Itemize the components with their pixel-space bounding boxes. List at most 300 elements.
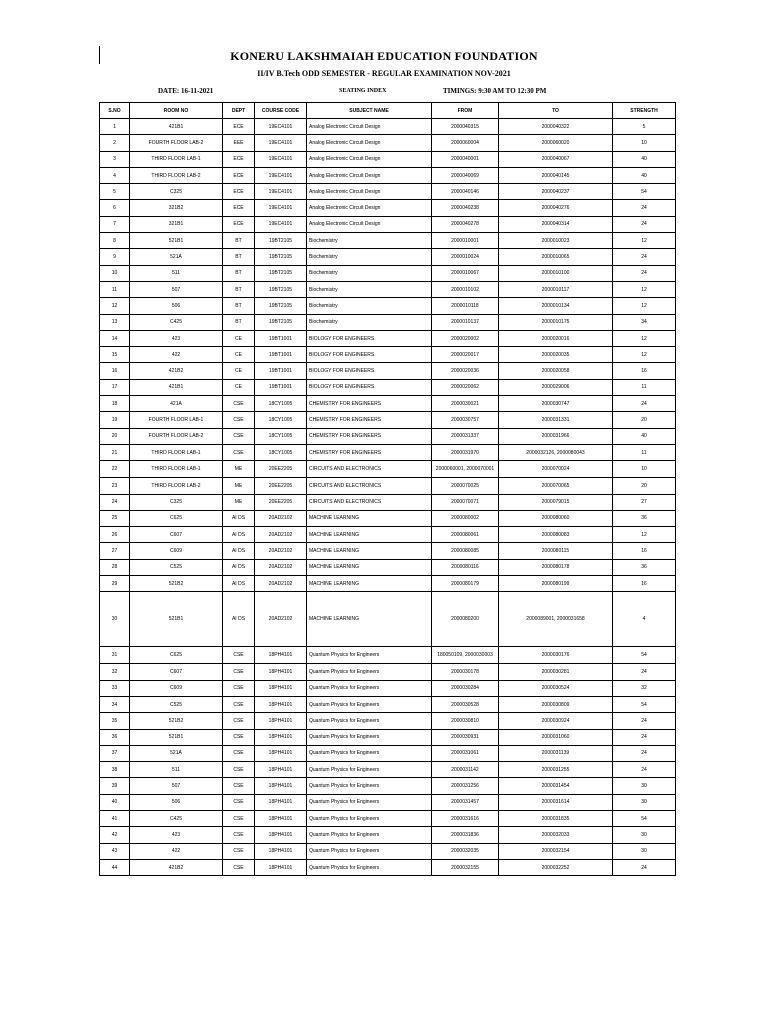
- cell-from: 2000040069: [432, 167, 499, 183]
- cell-from: 2000080179: [432, 576, 499, 592]
- cell-subject: Quantum Physics for Engineers: [307, 827, 432, 843]
- cell-subject: Quantum Physics for Engineers: [307, 729, 432, 745]
- cell-to: 2000010117: [499, 281, 613, 297]
- cell-sno: 27: [100, 543, 130, 559]
- cell-dept: CSE: [223, 696, 255, 712]
- cell-strength: 12: [613, 281, 676, 297]
- cell-course-code: 18PH4101: [255, 729, 307, 745]
- cell-dept: EEE: [223, 135, 255, 151]
- cell-subject: MACHINE LEARNING: [307, 592, 432, 647]
- cell-from: 2000040278: [432, 216, 499, 232]
- cell-strength: 20: [613, 412, 676, 428]
- cell-to: 2000060020: [499, 135, 613, 151]
- cell-strength: 24: [613, 859, 676, 875]
- cell-sno: 19: [100, 412, 130, 428]
- cell-strength: 24: [613, 664, 676, 680]
- cell-sno: 2: [100, 135, 130, 151]
- table-row: [100, 543, 676, 559]
- cell-room: C607: [130, 664, 223, 680]
- cell-sno: 12: [100, 298, 130, 314]
- cell-dept: ECE: [223, 119, 255, 135]
- cell-strength: 34: [613, 314, 676, 330]
- cell-subject: Analog Electronic Circuit Design: [307, 216, 432, 232]
- cell-dept: CSE: [223, 680, 255, 696]
- cell-course-code: 19BT1001: [255, 363, 307, 379]
- cell-to: 2000070065: [499, 478, 613, 494]
- cell-room: C607: [130, 527, 223, 543]
- cell-subject: MACHINE LEARNING: [307, 559, 432, 575]
- cell-room: C625: [130, 510, 223, 526]
- cell-course-code: 19BT2105: [255, 298, 307, 314]
- cell-dept: CSE: [223, 778, 255, 794]
- cell-sno: 1: [100, 119, 130, 135]
- cell-from: 2000010001: [432, 233, 499, 249]
- cell-sno: 31: [100, 647, 130, 664]
- cell-from: 2000031142: [432, 762, 499, 778]
- cell-room: C425: [130, 810, 223, 826]
- cell-strength: 12: [613, 233, 676, 249]
- document-title: KONERU LAKSHMAIAH EDUCATION FOUNDATION: [230, 49, 538, 63]
- cell-strength: 24: [613, 249, 676, 265]
- cell-from: 2000020062: [432, 379, 499, 395]
- cell-room: 521B1: [130, 592, 223, 647]
- cell-room: 506: [130, 794, 223, 810]
- cell-subject: CIRCUITS AND ELECTRONICS: [307, 494, 432, 510]
- cell-from: 2000060001, 2000070001: [432, 461, 499, 478]
- table-row: [100, 428, 676, 444]
- cell-dept: CE: [223, 330, 255, 346]
- cell-dept: CSE: [223, 647, 255, 664]
- cell-dept: CSE: [223, 729, 255, 745]
- cell-sno: 4: [100, 167, 130, 183]
- table-row: [100, 576, 676, 592]
- cell-sno: 5: [100, 184, 130, 200]
- cell-sno: 23: [100, 478, 130, 494]
- column-header-subject: SUBJECT NAME: [307, 103, 432, 119]
- cell-strength: 10: [613, 135, 676, 151]
- cell-room: 507: [130, 778, 223, 794]
- cell-dept: BT: [223, 298, 255, 314]
- cell-dept: CSE: [223, 664, 255, 680]
- table-body: [100, 119, 676, 876]
- cell-course-code: 19BT1001: [255, 330, 307, 346]
- cell-from: 2000031061: [432, 745, 499, 761]
- table-row: [100, 298, 676, 314]
- cell-subject: Biochemistry: [307, 298, 432, 314]
- cell-sno: 22: [100, 461, 130, 478]
- cell-from: 2000031457: [432, 794, 499, 810]
- cell-dept: AI DS: [223, 543, 255, 559]
- cell-subject: BIOLOGY FOR ENGINEERS: [307, 330, 432, 346]
- table-row: [100, 527, 676, 543]
- cell-dept: CSE: [223, 794, 255, 810]
- cell-subject: Quantum Physics for Engineers: [307, 794, 432, 810]
- cell-dept: CSE: [223, 859, 255, 875]
- cell-strength: 40: [613, 151, 676, 167]
- cell-strength: 4: [613, 592, 676, 647]
- table-row: [100, 843, 676, 859]
- cell-from: 2000010024: [432, 249, 499, 265]
- cell-course-code: 18CY1005: [255, 428, 307, 444]
- cell-from: 2000030528: [432, 696, 499, 712]
- table-row: [100, 216, 676, 232]
- cell-course-code: 18PH4101: [255, 843, 307, 859]
- cell-subject: MACHINE LEARNING: [307, 527, 432, 543]
- cell-room: 521B2: [130, 713, 223, 729]
- cell-course-code: 19BT2105: [255, 265, 307, 281]
- cell-course-code: 18CY1005: [255, 396, 307, 412]
- cell-to: 2000030281: [499, 664, 613, 680]
- cell-sno: 40: [100, 794, 130, 810]
- cell-room: FOURTH FLOOR LAB-2: [130, 135, 223, 151]
- cell-strength: 12: [613, 298, 676, 314]
- cell-course-code: 20AD2102: [255, 510, 307, 526]
- cell-course-code: 19EC4101: [255, 216, 307, 232]
- cell-room: THIRD FLOOR LAB-2: [130, 167, 223, 183]
- cell-course-code: 18PH4101: [255, 762, 307, 778]
- cell-strength: 27: [613, 494, 676, 510]
- cell-dept: AI DS: [223, 576, 255, 592]
- cell-course-code: 20AD2102: [255, 527, 307, 543]
- cell-course-code: 18PH4101: [255, 778, 307, 794]
- cell-subject: CHEMISTRY FOR ENGINEERS: [307, 428, 432, 444]
- cell-dept: AI DS: [223, 559, 255, 575]
- cell-to: 2000020058: [499, 363, 613, 379]
- cell-to: 2000010065: [499, 249, 613, 265]
- cell-sno: 10: [100, 265, 130, 281]
- cell-sno: 41: [100, 810, 130, 826]
- cell-subject: Quantum Physics for Engineers: [307, 778, 432, 794]
- cell-strength: 36: [613, 510, 676, 526]
- cell-to: 2000080060: [499, 510, 613, 526]
- cell-to: 2000040276: [499, 200, 613, 216]
- table-row: [100, 347, 676, 363]
- table-row: [100, 696, 676, 712]
- table-row: [100, 167, 676, 183]
- cell-dept: BT: [223, 281, 255, 297]
- cell-room: 422: [130, 347, 223, 363]
- cell-sno: 15: [100, 347, 130, 363]
- cell-subject: Analog Electronic Circuit Design: [307, 151, 432, 167]
- cell-dept: ECE: [223, 151, 255, 167]
- cell-strength: 32: [613, 680, 676, 696]
- exam-date: DATE: 16-11-2021: [158, 87, 214, 95]
- cell-dept: CSE: [223, 762, 255, 778]
- table-row: [100, 233, 676, 249]
- cell-from: 2000031337: [432, 428, 499, 444]
- cell-dept: BT: [223, 314, 255, 330]
- cell-subject: CIRCUITS AND ELECTRONICS: [307, 461, 432, 478]
- cell-to: 2000031614: [499, 794, 613, 810]
- cell-from: 2000030178: [432, 664, 499, 680]
- cell-sno: 29: [100, 576, 130, 592]
- cell-course-code: 18PH4101: [255, 664, 307, 680]
- cell-dept: CSE: [223, 843, 255, 859]
- cell-room: 521B1: [130, 729, 223, 745]
- table-row: [100, 330, 676, 346]
- cell-strength: 30: [613, 843, 676, 859]
- cell-from: 2000031836: [432, 827, 499, 843]
- cell-dept: ME: [223, 478, 255, 494]
- cell-subject: BIOLOGY FOR ENGINEERS: [307, 363, 432, 379]
- cell-dept: CSE: [223, 428, 255, 444]
- cell-course-code: 18PH4101: [255, 713, 307, 729]
- table-row: [100, 559, 676, 575]
- cell-dept: AI DS: [223, 527, 255, 543]
- table-row: [100, 592, 676, 647]
- cell-dept: CE: [223, 363, 255, 379]
- cell-room: 511: [130, 265, 223, 281]
- cell-strength: 5: [613, 119, 676, 135]
- cell-sno: 38: [100, 762, 130, 778]
- cell-strength: 24: [613, 216, 676, 232]
- cell-sno: 32: [100, 664, 130, 680]
- table-row: [100, 478, 676, 494]
- seating-index-label: SEATING INDEX: [339, 88, 387, 94]
- cell-room: C609: [130, 680, 223, 696]
- table-row: [100, 680, 676, 696]
- cell-dept: BT: [223, 249, 255, 265]
- cell-course-code: 18PH4101: [255, 859, 307, 875]
- table-row: [100, 249, 676, 265]
- cell-subject: Biochemistry: [307, 314, 432, 330]
- cell-subject: BIOLOGY FOR ENGINEERS: [307, 379, 432, 395]
- table-row: [100, 396, 676, 412]
- cell-subject: Analog Electronic Circuit Design: [307, 119, 432, 135]
- cell-strength: 24: [613, 396, 676, 412]
- table-row: [100, 664, 676, 680]
- cell-dept: ME: [223, 494, 255, 510]
- cell-course-code: 20AD2102: [255, 576, 307, 592]
- cell-room: 421B2: [130, 859, 223, 875]
- cell-room: 511: [130, 762, 223, 778]
- cell-sno: 34: [100, 696, 130, 712]
- cell-subject: Quantum Physics for Engineers: [307, 680, 432, 696]
- cell-from: 2000010118: [432, 298, 499, 314]
- cell-from: 2000030021: [432, 396, 499, 412]
- cell-from: 2000010137: [432, 314, 499, 330]
- cell-sno: 39: [100, 778, 130, 794]
- cell-course-code: 20AD2102: [255, 543, 307, 559]
- cell-strength: 16: [613, 363, 676, 379]
- cell-from: 2000070071: [432, 494, 499, 510]
- cell-course-code: 18PH4101: [255, 647, 307, 664]
- cell-room: 421B1: [130, 119, 223, 135]
- cell-sno: 36: [100, 729, 130, 745]
- cell-dept: CSE: [223, 396, 255, 412]
- cell-to: 2000030809: [499, 696, 613, 712]
- column-header-dept: DEPT: [223, 103, 255, 119]
- cell-subject: MACHINE LEARNING: [307, 576, 432, 592]
- cell-dept: BT: [223, 233, 255, 249]
- table-row: [100, 647, 676, 664]
- cell-course-code: 19BT1001: [255, 347, 307, 363]
- cell-room: 422: [130, 843, 223, 859]
- exam-subtitle: II/IV B.Tech ODD SEMESTER - REGULAR EXAMINATION NOV-2021: [257, 69, 511, 78]
- cell-from: 2000070025: [432, 478, 499, 494]
- cell-dept: ECE: [223, 167, 255, 183]
- cell-sno: 33: [100, 680, 130, 696]
- cell-course-code: 19BT2105: [255, 249, 307, 265]
- cell-from: 2000040315: [432, 119, 499, 135]
- cell-course-code: 20EE2205: [255, 461, 307, 478]
- cell-subject: Biochemistry: [307, 265, 432, 281]
- cell-to: 2000010175: [499, 314, 613, 330]
- table-row: [100, 494, 676, 510]
- cell-course-code: 20AD2102: [255, 592, 307, 647]
- cell-to: 2000040067: [499, 151, 613, 167]
- cell-room: 521B1: [130, 233, 223, 249]
- table-row: [100, 265, 676, 281]
- cell-strength: 20: [613, 478, 676, 494]
- table-row: [100, 412, 676, 428]
- cell-from: 2000032035: [432, 843, 499, 859]
- column-header-room: ROOM NO: [130, 103, 223, 119]
- cell-course-code: 20EE2205: [255, 494, 307, 510]
- table-row: [100, 135, 676, 151]
- cell-room: 521A: [130, 249, 223, 265]
- cell-to: 2000010134: [499, 298, 613, 314]
- column-header-to: TO: [499, 103, 613, 119]
- cell-course-code: 18PH4101: [255, 827, 307, 843]
- cell-sno: 42: [100, 827, 130, 843]
- table-row: [100, 778, 676, 794]
- table-row: [100, 184, 676, 200]
- cell-room: 321B1: [130, 216, 223, 232]
- cell-strength: 54: [613, 696, 676, 712]
- cell-from: 2000031616: [432, 810, 499, 826]
- cell-to: 2000031139: [499, 745, 613, 761]
- cell-dept: CSE: [223, 745, 255, 761]
- cell-room: C525: [130, 696, 223, 712]
- table-header-row: [100, 103, 676, 119]
- cell-course-code: 19EC4101: [255, 151, 307, 167]
- cell-dept: CSE: [223, 713, 255, 729]
- cell-room: 507: [130, 281, 223, 297]
- cell-course-code: 19EC4101: [255, 200, 307, 216]
- cell-to: 2000031255: [499, 762, 613, 778]
- cell-dept: BT: [223, 265, 255, 281]
- column-header-strength: STRENGTH: [613, 103, 676, 119]
- cell-to: 2000020035: [499, 347, 613, 363]
- cell-from: 2000080061: [432, 527, 499, 543]
- table-row: [100, 745, 676, 761]
- cell-strength: 40: [613, 428, 676, 444]
- column-header-course-code: COURSE CODE: [255, 103, 307, 119]
- cell-strength: 16: [613, 576, 676, 592]
- cell-strength: 24: [613, 762, 676, 778]
- cell-course-code: 18PH4101: [255, 794, 307, 810]
- cell-from: 2000020002: [432, 330, 499, 346]
- cell-to: 2000030924: [499, 713, 613, 729]
- cell-to: 2000040322: [499, 119, 613, 135]
- cell-subject: Quantum Physics for Engineers: [307, 843, 432, 859]
- cell-sno: 16: [100, 363, 130, 379]
- cell-strength: 30: [613, 778, 676, 794]
- cell-course-code: 19BT2105: [255, 281, 307, 297]
- cell-course-code: 18PH4101: [255, 696, 307, 712]
- table-row: [100, 314, 676, 330]
- cell-room: C325: [130, 494, 223, 510]
- table-row: [100, 729, 676, 745]
- cell-dept: AI DS: [223, 510, 255, 526]
- cell-dept: CSE: [223, 444, 255, 460]
- cell-course-code: 20EE2205: [255, 478, 307, 494]
- cell-subject: MACHINE LEARNING: [307, 510, 432, 526]
- cell-from: 2000020036: [432, 363, 499, 379]
- cell-to: 2000070024: [499, 461, 613, 478]
- cell-subject: Analog Electronic Circuit Design: [307, 167, 432, 183]
- cell-to: 2000080115: [499, 543, 613, 559]
- cell-from: 180050109, 2000030003: [432, 647, 499, 664]
- cell-strength: 24: [613, 265, 676, 281]
- cell-sno: 20: [100, 428, 130, 444]
- cell-from: 2000030810: [432, 713, 499, 729]
- cell-strength: 30: [613, 794, 676, 810]
- table-row: [100, 363, 676, 379]
- cell-subject: Analog Electronic Circuit Design: [307, 135, 432, 151]
- cell-to: 2000031331: [499, 412, 613, 428]
- table-row: [100, 510, 676, 526]
- cell-subject: Quantum Physics for Engineers: [307, 713, 432, 729]
- table-row: [100, 200, 676, 216]
- cell-sno: 43: [100, 843, 130, 859]
- cell-dept: ECE: [223, 184, 255, 200]
- cell-strength: 24: [613, 729, 676, 745]
- cell-to: 2000029006: [499, 379, 613, 395]
- cell-subject: Quantum Physics for Engineers: [307, 745, 432, 761]
- cell-dept: CSE: [223, 810, 255, 826]
- cell-sno: 6: [100, 200, 130, 216]
- cell-to: 2000080199: [499, 576, 613, 592]
- cell-room: 423: [130, 827, 223, 843]
- cell-to: 2000031060: [499, 729, 613, 745]
- cell-subject: Analog Electronic Circuit Design: [307, 184, 432, 200]
- cell-room: 423: [130, 330, 223, 346]
- cell-from: 2000010067: [432, 265, 499, 281]
- cell-dept: CSE: [223, 412, 255, 428]
- cell-course-code: 18PH4101: [255, 680, 307, 696]
- cell-subject: Analog Electronic Circuit Design: [307, 200, 432, 216]
- cell-room: C609: [130, 543, 223, 559]
- cell-sno: 18: [100, 396, 130, 412]
- cell-sno: 26: [100, 527, 130, 543]
- cell-sno: 44: [100, 859, 130, 875]
- cell-to: 2000032252: [499, 859, 613, 875]
- cell-subject: CIRCUITS AND ELECTRONICS: [307, 478, 432, 494]
- cell-sno: 11: [100, 281, 130, 297]
- cell-subject: BIOLOGY FOR ENGINEERS: [307, 347, 432, 363]
- cell-to: 2000031835: [499, 810, 613, 826]
- cell-strength: 11: [613, 379, 676, 395]
- cell-subject: Quantum Physics for Engineers: [307, 810, 432, 826]
- cell-to: 2000040237: [499, 184, 613, 200]
- cell-to: 2000030747: [499, 396, 613, 412]
- cell-sno: 21: [100, 444, 130, 460]
- cell-course-code: 19BT2105: [255, 233, 307, 249]
- cell-to: 2000040145: [499, 167, 613, 183]
- cell-sno: 30: [100, 592, 130, 647]
- cell-course-code: 18PH4101: [255, 810, 307, 826]
- cell-to: 2000032126, 2000080043: [499, 444, 613, 460]
- cell-from: 2000080116: [432, 559, 499, 575]
- cell-strength: 24: [613, 200, 676, 216]
- cell-sno: 8: [100, 233, 130, 249]
- cell-to: 2000031966: [499, 428, 613, 444]
- cell-to: 2000020016: [499, 330, 613, 346]
- cell-to: 2000010023: [499, 233, 613, 249]
- cell-course-code: 18CY1005: [255, 444, 307, 460]
